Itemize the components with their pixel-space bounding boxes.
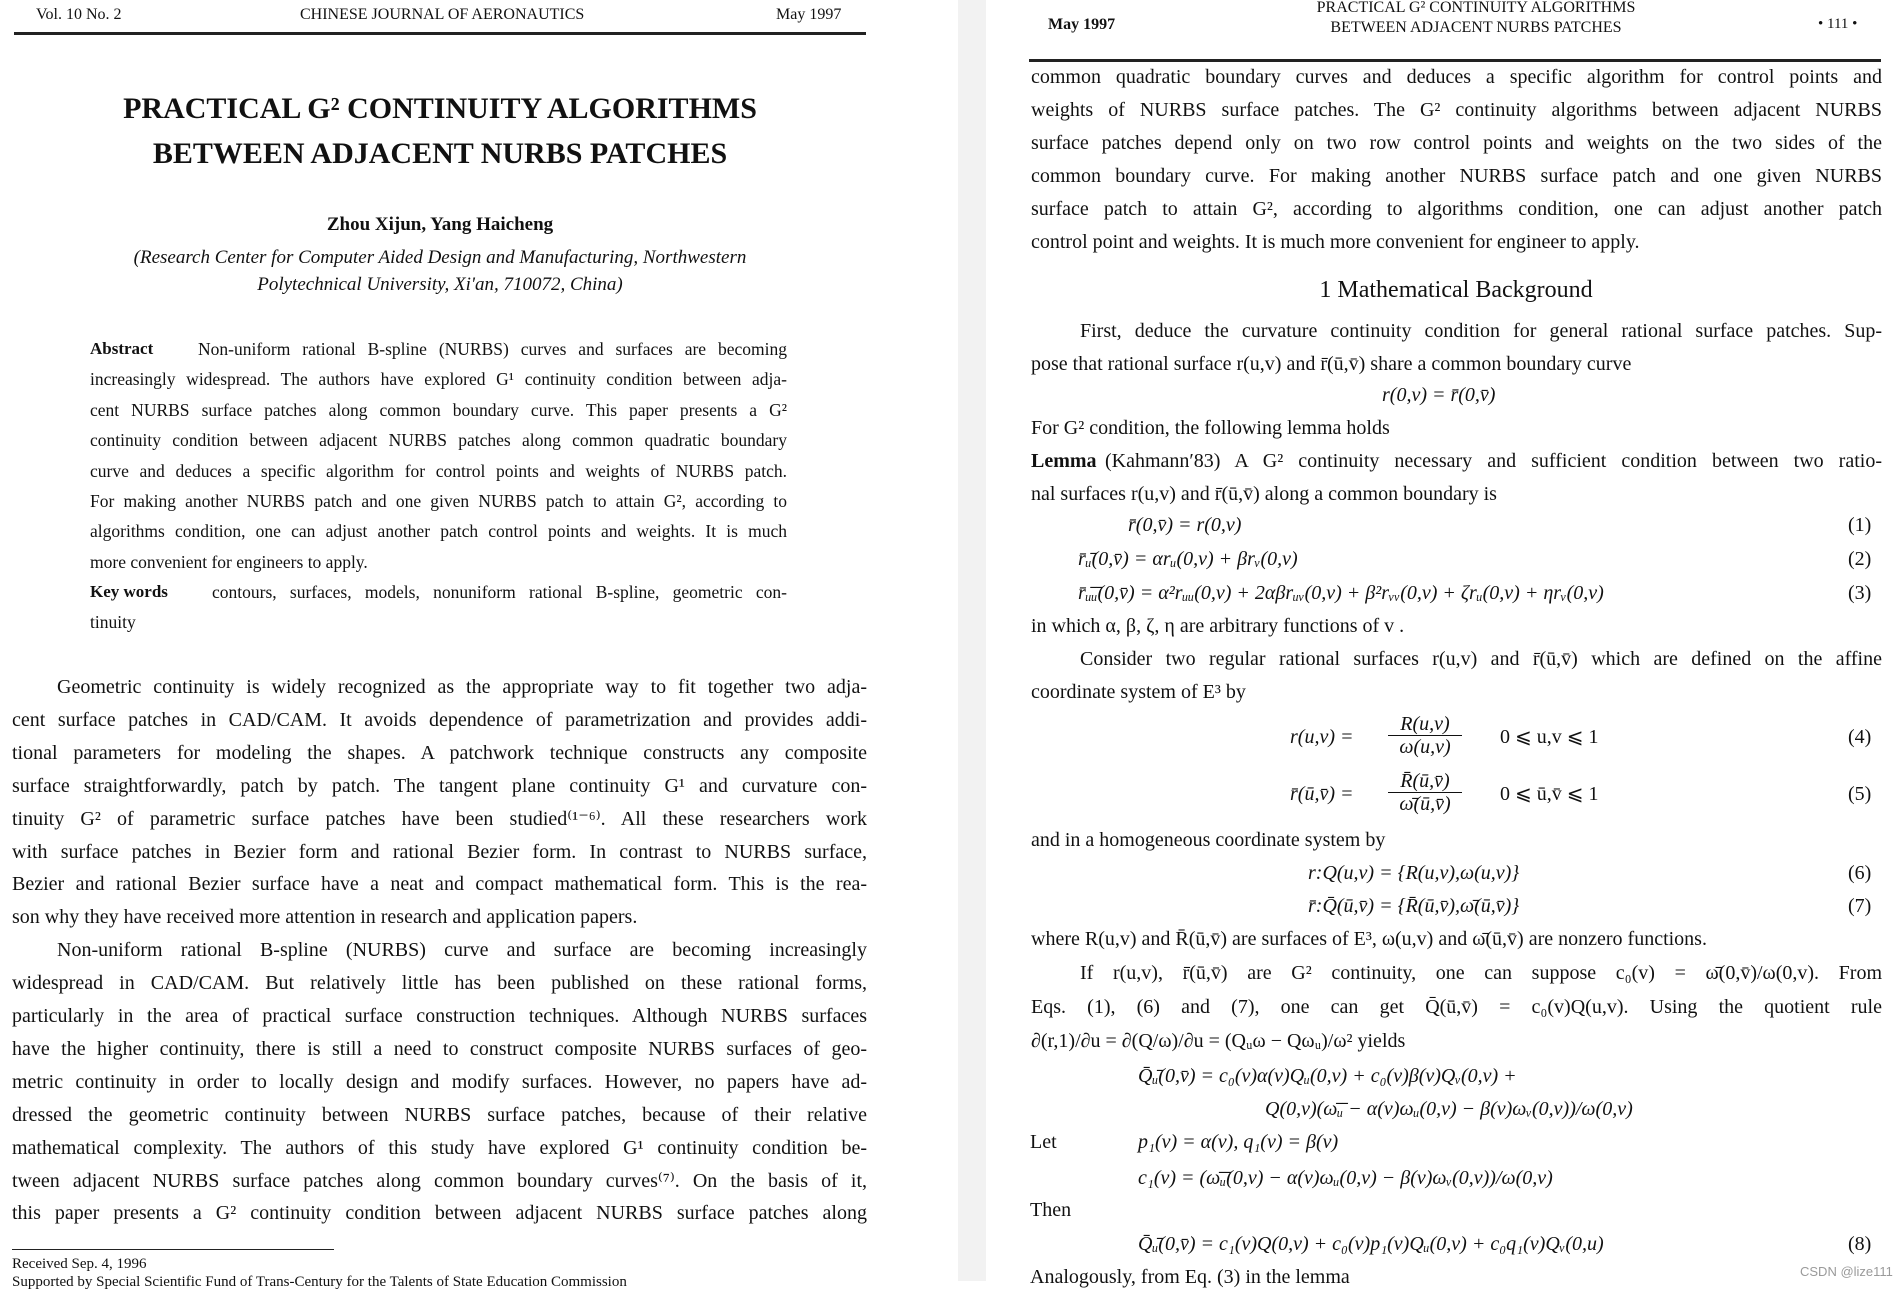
header-date: May 1997: [776, 6, 842, 23]
equation-condition: 0 ⩽ u,v ⩽ 1: [1500, 726, 1599, 748]
numerator: R(u,v): [1388, 713, 1462, 736]
page-number: • 111 •: [1818, 16, 1858, 32]
abstract-line: more convenient for engineers to apply.: [90, 551, 368, 572]
equation-number: (4): [1848, 726, 1872, 748]
section-heading: 1 Mathematical Background: [1319, 277, 1593, 303]
abstract-line: curve and deduces a specific algorithm for control points and weights of NURBS patch.: [90, 460, 787, 481]
equation: Q(0,v)(ω̄ᵤ̄ − α(v)ωᵤ(0,v) − β(v)ωᵥ(0,v))/ω(0,v): [1265, 1098, 1633, 1120]
body-line: son why they have received more attention in research and application papers.: [12, 906, 638, 929]
equation: p₁(v) = α(v), q₁(v) = β(v): [1138, 1131, 1339, 1153]
paper-title-line-2: BETWEEN ADJACENT NURBS PATCHES: [152, 137, 728, 170]
text-line: If r(u,v), r̄(ū,v̄) are G² continuity, one can suppose c₀(v) = ω̄(0,v̄)/ω(0,v). From: [1080, 962, 1882, 984]
equation-number: (8): [1848, 1233, 1872, 1255]
body-line: have the higher continuity, there is still a need to construct composite NURBS surfaces of geo-: [12, 1037, 867, 1060]
equation-number: (6): [1848, 862, 1872, 884]
header-rule: [1029, 59, 1881, 62]
watermark: CSDN @lize111: [1800, 1264, 1893, 1279]
footnote-rule: [12, 1249, 334, 1250]
keywords-label: Key words: [90, 582, 168, 601]
text-line: common boundary curve. For making another NURBS surface patch and one given NURBS: [1031, 165, 1882, 187]
footnote-support: Supported by Special Scientific Fund of Trans-Century for the Talents of State Education Commission: [12, 1274, 627, 1290]
equation: r̄:Q̄(ū,v̄) = {R̄(ū,v̄),ω̄(ū,v̄)}: [1308, 895, 1520, 917]
text-line: common quadratic boundary curves and deduces a specific algorithm for control points and: [1031, 66, 1882, 88]
denominator: ω̄(ū,v̄): [1399, 793, 1451, 815]
equation: Q̄ᵤ̄(0,v̄) = c₀(v)α(v)Qᵤ(0,v) + c₀(v)β(v)Qᵥ(0,v) +: [1138, 1065, 1517, 1087]
body-line: particularly in the area of practical surface construction techniques. Although NURBS surfaces: [12, 1005, 867, 1027]
body-line: tional parameters for modeling the shapes. A patchwork technique constructs any composite: [12, 741, 867, 764]
affiliation-line-1: (Research Center for Computer Aided Design and Manufacturing, Northwestern: [133, 247, 747, 268]
text-line: First, deduce the curvature continuity condition for general rational surface patches. Sup-: [1080, 320, 1882, 342]
running-title-line-2: BETWEEN ADJACENT NURBS PATCHES: [1330, 19, 1622, 36]
footnote-received: Received Sep. 4, 1996: [12, 1256, 147, 1272]
text-line: For G² condition, the following lemma holds: [1031, 417, 1390, 439]
denominator: ω(u,v): [1399, 736, 1451, 758]
text-line: nal surfaces r(u,v) and r̄(ū,v̄) along a common boundary is: [1031, 483, 1497, 505]
text-line: control point and weights. It is much more convenient for engineer to apply.: [1031, 231, 1640, 253]
authors: Zhou Xijun, Yang Haicheng: [326, 214, 554, 235]
body-line: this paper presents a G² continuity condition between adjacent NURBS surface patches along: [12, 1202, 867, 1225]
equation-number: (7): [1848, 895, 1872, 917]
paper-title-line-1: PRACTICAL G² CONTINUITY ALGORITHMS: [123, 92, 757, 125]
text-line: Eqs. (1), (6) and (7), one can get Q̄(ū,v̄) = c₀(v)Q(u,v). Using the quotient rule: [1031, 996, 1882, 1018]
lemma-label: Lemma: [1031, 450, 1097, 472]
abstract-line: For making another NURBS patch and one given NURBS patch to attain G², according to: [90, 491, 787, 511]
keywords-line: tinuity: [90, 612, 136, 633]
equation: r(0,v) = r̄(0,v̄): [1382, 384, 1496, 406]
text-line: coordinate system of E³ by: [1031, 681, 1246, 703]
text-line: and in a homogeneous coordinate system by: [1031, 829, 1386, 851]
affiliation-line-2: Polytechnical University, Xi'an, 710072, China): [257, 274, 623, 295]
body-line: surface straightforwardly, patch by patch. The tangent plane continuity G¹ and curvature con-: [12, 774, 867, 797]
text-line: in which α, β, ζ, η are arbitrary functions of v .: [1031, 615, 1405, 637]
text-line: weights of NURBS surface patches. The G² continuity algorithms between adjacent NURBS: [1031, 99, 1882, 121]
equation-number: (5): [1848, 783, 1872, 805]
body-line: mathematical complexity. The authors of this study have explored G¹ continuity condition be-: [12, 1136, 867, 1159]
body-line: metric continuity in order to locally design and modify surfaces. However, no papers have ad-: [12, 1070, 867, 1093]
header-date: May 1997: [1048, 16, 1116, 33]
fraction: [1388, 713, 1462, 758]
equation: c₁(v) = (ω̄ᵤ̄(0,v) − α(v)ωᵤ(0,v) − β(v)ωᵥ(0,v))/ω(0,v): [1138, 1167, 1553, 1189]
header-journal: CHINESE JOURNAL OF AERONAUTICS: [300, 6, 585, 23]
text-line: Then: [1030, 1199, 1072, 1221]
text-line: pose that rational surface r(u,v) and r̄(ū,v̄) share a common boundary curve: [1031, 353, 1632, 375]
equation-condition: 0 ⩽ ū,v̄ ⩽ 1: [1500, 783, 1599, 805]
fraction: [1388, 770, 1462, 815]
header-rule: [14, 32, 866, 35]
text-line: (Kahmann′83) A G² continuity necessary and sufficient condition between two ratio-: [1105, 450, 1882, 472]
equation-number: (2): [1848, 548, 1872, 570]
running-title-line-1: PRACTICAL G² CONTINUITY ALGORITHMS: [1316, 0, 1636, 16]
page-gutter: [958, 0, 986, 1281]
abstract-line: algorithms condition, one can adjust another patch control points and weights. It is much: [90, 521, 787, 542]
numerator: R̄(ū,v̄): [1388, 770, 1462, 793]
body-line: tinuity G² of parametric surface patches have been studied⁽¹⁻⁶⁾. All these researchers work: [12, 807, 867, 830]
text-line: surface patch to attain G², according to algorithms condition, one can adjust another patch: [1031, 198, 1882, 220]
equation-lhs: r̄(ū,v̄) =: [1290, 783, 1354, 805]
abstract-line: increasingly widespread. The authors have explored G¹ continuity condition between adja-: [90, 369, 787, 390]
text-line: where R(u,v) and R̄(ū,v̄) are surfaces of E³, ω(u,v) and ω̄(ū,v̄) are nonzero functions.: [1031, 928, 1707, 950]
body-line: tween adjacent NURBS surface patches along common boundary curves⁽⁷⁾. On the basis of it,: [12, 1169, 867, 1192]
equation: r̄ᵤ̄(0,v̄) = αrᵤ(0,v) + βrᵥ(0,v): [1078, 548, 1298, 570]
keywords-line: contours, surfaces, models, nonuniform rational B-spline, geometric con-: [212, 582, 787, 602]
equation: r:Q(u,v) = {R(u,v),ω(u,v)}: [1308, 862, 1520, 884]
abstract-line: continuity condition between adjacent NURBS patches along common quadratic boundary: [90, 430, 787, 451]
abstract-label: Abstract: [90, 339, 154, 358]
abstract-line: cent NURBS surface patches along common boundary curve. This paper presents a G²: [90, 399, 787, 420]
abstract-line: Non-uniform rational B-spline (NURBS) curves and surfaces are becoming: [198, 339, 787, 359]
body-line: Geometric continuity is widely recognized as the appropriate way to fit together two adja-: [57, 676, 867, 698]
equation-number: (1): [1848, 514, 1872, 536]
header-volume: Vol. 10 No. 2: [36, 6, 122, 23]
body-line: Bezier and rational Bezier surface have a neat and compact mathematical form. This is the rea-: [12, 873, 867, 896]
body-line: with surface patches in Bezier form and rational Bezier form. In contrast to NURBS surface,: [12, 840, 867, 863]
body-line: dressed the geometric continuity between NURBS surface patches, because of their relative: [12, 1103, 867, 1126]
right-page: [986, 0, 1897, 1288]
text-line: surface patches depend only on two row control points and weights on the two sides of the: [1031, 132, 1882, 154]
equation: r̄ᵤ̄ᵤ̄(0,v̄) = α²rᵤᵤ(0,v) + 2αβrᵤᵥ(0,v) + β²rᵥᵥ(0,v) + ζrᵤ(0,v) + ηrᵥ(0,v): [1078, 582, 1604, 604]
text-line: Let: [1030, 1131, 1057, 1153]
text-line: Analogously, from Eq. (3) in the lemma: [1030, 1266, 1350, 1288]
body-line: cent surface patches in CAD/CAM. It avoids dependence of parametrization and provides addi-: [12, 708, 867, 731]
body-line: Non-uniform rational B-spline (NURBS) curve and surface are becoming increasingly: [57, 939, 867, 962]
text-line: ∂(r,1)/∂u = ∂(Q/ω)/∂u = (Qᵤω − Qωᵤ)/ω² yields: [1031, 1030, 1406, 1052]
equation-lhs: r(u,v) =: [1290, 726, 1354, 748]
equation: Q̄ᵤ̄(0,v̄) = c₁(v)Q(0,v) + c₀(v)p₁(v)Qᵤ(0,v) + c₀q₁(v)Qᵥ(0,u): [1138, 1233, 1604, 1255]
equation-number: (3): [1848, 582, 1872, 604]
equation: r̄(0,v̄) = r(0,v): [1128, 514, 1242, 536]
body-line: widespread in CAD/CAM. But relatively little has been published on these rational forms,: [12, 972, 867, 995]
text-line: Consider two regular rational surfaces r(u,v) and r̄(ū,v̄) which are defined on the affine: [1080, 648, 1882, 670]
